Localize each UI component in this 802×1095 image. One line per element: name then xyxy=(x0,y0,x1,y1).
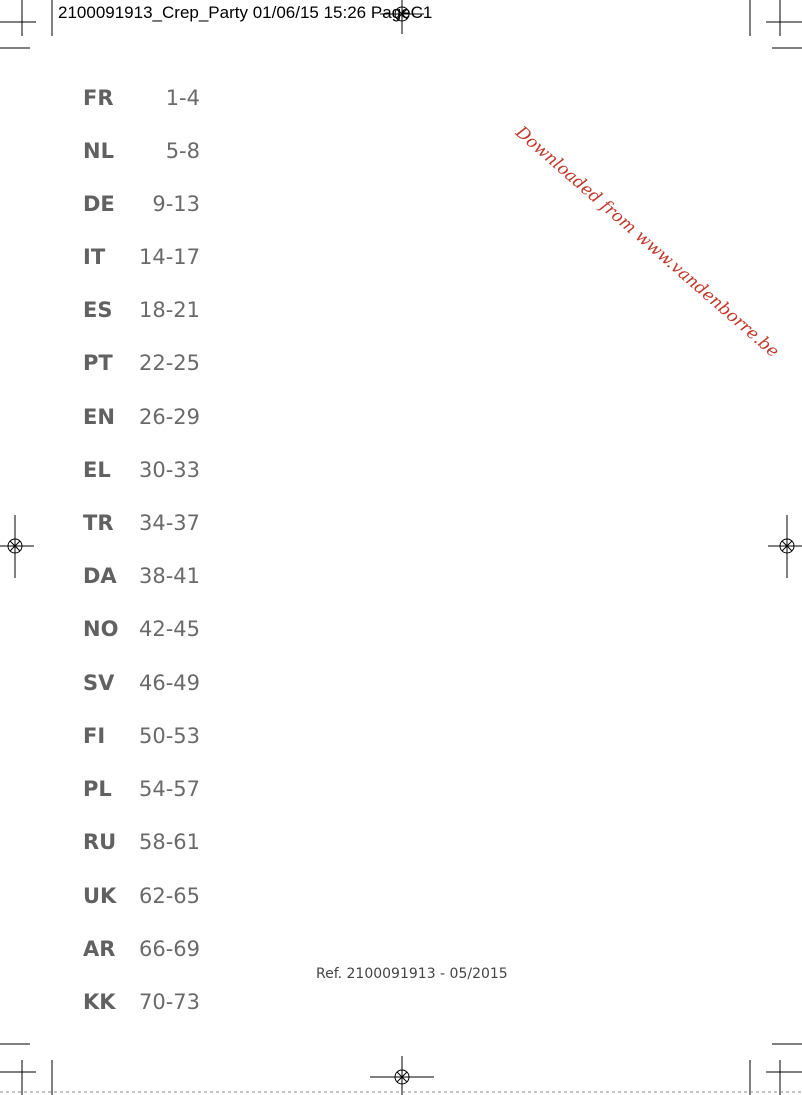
page-range: 70-73 xyxy=(138,990,200,1014)
language-code: PL xyxy=(83,777,112,801)
language-row xyxy=(0,458,220,488)
page-range: 18-21 xyxy=(138,298,200,322)
page-range: 9-13 xyxy=(152,192,200,216)
language-code: NO xyxy=(83,617,119,641)
page-range: 22-25 xyxy=(138,351,200,375)
language-row xyxy=(0,405,220,435)
language-row xyxy=(0,724,220,754)
language-row xyxy=(0,298,220,328)
language-code: TR xyxy=(83,511,114,535)
page-range: 34-37 xyxy=(138,511,200,535)
language-code: FR xyxy=(83,86,114,110)
language-row xyxy=(0,937,220,967)
language-row xyxy=(0,86,220,116)
language-code: EN xyxy=(83,405,115,429)
download-watermark: Downloaded from www.vandenborre.be xyxy=(511,122,783,362)
language-row xyxy=(0,777,220,807)
language-row xyxy=(0,617,220,647)
page-range: 26-29 xyxy=(138,405,200,429)
page-range: 66-69 xyxy=(138,937,200,961)
print-slug: 2100091913_Crep_Party 01/06/15 15:26 PageC1 xyxy=(58,3,433,22)
language-code: IT xyxy=(83,245,106,269)
language-code: KK xyxy=(83,990,116,1014)
language-row xyxy=(0,351,220,381)
language-row xyxy=(0,511,220,541)
language-code: UK xyxy=(83,884,117,908)
language-row xyxy=(0,990,220,1020)
page-range: 58-61 xyxy=(138,830,200,854)
page-range: 1-4 xyxy=(165,86,200,110)
page-range: 62-65 xyxy=(138,884,200,908)
page-range: 5-8 xyxy=(165,139,200,163)
language-code: DE xyxy=(83,192,115,216)
page-range: 46-49 xyxy=(138,671,200,695)
language-row xyxy=(0,830,220,860)
page-range: 30-33 xyxy=(138,458,200,482)
language-row xyxy=(0,671,220,701)
language-row xyxy=(0,139,220,169)
language-row xyxy=(0,884,220,914)
page-range: 54-57 xyxy=(138,777,200,801)
page-range: 42-45 xyxy=(138,617,200,641)
page-range: 14-17 xyxy=(138,245,200,269)
language-code: NL xyxy=(83,139,114,163)
language-code: ES xyxy=(83,298,113,322)
page-range: 50-53 xyxy=(138,724,200,748)
language-code: FI xyxy=(83,724,106,748)
page-range: 38-41 xyxy=(138,564,200,588)
language-code: AR xyxy=(83,937,116,961)
language-row xyxy=(0,192,220,222)
language-code: SV xyxy=(83,671,115,695)
language-row xyxy=(0,564,220,594)
language-code: DA xyxy=(83,564,117,588)
language-code: PT xyxy=(83,351,113,375)
language-code: RU xyxy=(83,830,117,854)
language-code: EL xyxy=(83,458,111,482)
language-row xyxy=(0,245,220,275)
reference-number: Ref. 2100091913 - 05/2015 xyxy=(316,966,508,982)
